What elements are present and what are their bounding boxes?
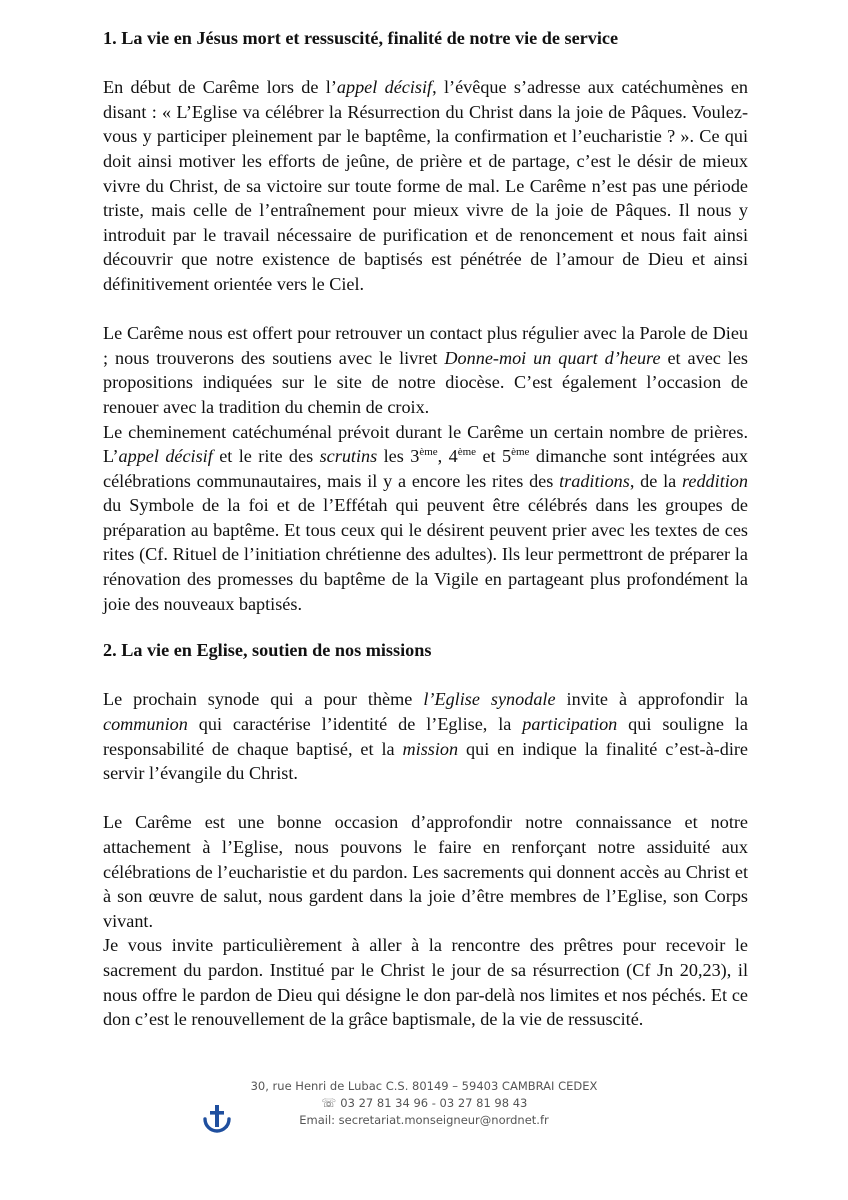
section-1-paragraph-3: Le cheminement catéchuménal prévoit durant le Carême un certain nombre de prières. L’appel décisif et le rite des scrutins les 3ème, 4ème et 5ème dimanche sont intégrées aux célébrations communautaires, mais il y a encore les rites des traditions, de la reddition du Symbole de la foi et de l’Effétah qui peuvent être célébrés dans les groupes de préparation au baptême. Et tous ceux qui le désirent peuvent prier avec les textes de ces rites (Cf. Rituel de l’initiation chrétienne des adultes). Ils leur permettront de préparer la rénovation des promesses du baptême de la Vigile en partageant plus profondément la joie des nouveaux baptisés. — [103, 421, 748, 614]
section-2-heading: 2. La vie en Eglise, soutien de nos missions — [103, 640, 432, 661]
letter-body — [103, 26, 748, 1032]
footer-phones: 03 27 81 34 96 - 03 27 81 98 43 — [340, 1096, 528, 1110]
section-1-heading: 1. La vie en Jésus mort et ressuscité, finalité de notre vie de service — [103, 28, 619, 48]
footer-address: 30, rue Henri de Lubac C.S. 80149 – 59403 CAMBRAI CEDEX — [250, 1079, 598, 1093]
telephone-icon: ☏ — [321, 1096, 337, 1110]
footer-phones-line — [0, 1095, 848, 1112]
section-1-paragraph-1: En début de Carême lors de l’appel décisif, l’évêque s’adresse aux catéchumènes en disant : « L’Eglise va célébrer la Résurrection du Christ dans la joie de Pâques. Voulez-vous y participer pleinement par le baptême, la confirmation et l’eucharistie ? ». Ce qui doit ainsi motiver les efforts de jeûne, de prière et de partage, c’est le désir de mieux vivre du Christ, de sa victoire sur toute forme de mal. Le Carême n’est pas une période triste, mais celle de l’entraînement pour mieux vivre de la joie de Pâques. Il nous y introduit par le travail nécessaire de purification et de renoncement et nous fait ainsi découvrir que notre existence de baptisés est pénétrée de l’amour de Dieu et ainsi définitivement orientée vers le Ciel. — [103, 77, 749, 294]
section-2-paragraph-1: Le prochain synode qui a pour thème l’Eglise synodale invite à approfondir la communion qui caractérise l’identité de l’Eglise, la participation qui souligne la responsabilité de chaque baptisé, et la mission qui en indique la finalité c’est-à-dire servir l’évangile du Christ. — [103, 689, 749, 784]
footer-contact — [0, 1078, 848, 1129]
section-2-paragraph-3: Je vous invite particulièrement à aller à la rencontre des prêtres pour recevoir le sacrement du pardon. Institué par le Christ le jour de sa résurrection (Cf Jn 20,23), il nous offre le pardon de Dieu qui désigne le don par-delà nos limites et nos péchés. Et ce don c’est le renouvellement de la grâce baptismale, de la vie de ressuscité. — [103, 935, 748, 1030]
section-1-paragraph-2: Le Carême nous est offert pour retrouver un contact plus régulier avec la Parole de Dieu ; nous trouverons des soutiens avec le livret Donne-moi un quart d’heure et avec les propositions indiquées sur le site de notre diocèse. C’est également l’occasion de renouer avec la tradition du chemin de croix. — [103, 323, 749, 417]
section-2-paragraph-2: Le Carême est une bonne occasion d’approfondir notre connaissance et notre attachement à l’Eglise, nous pouvons le faire en renforçant notre assiduité aux célébrations de l’eucharistie et du pardon. Les sacrements qui donnent accès au Christ et à son œuvre de salut, nous gardent dans la joie d’être membres de l’Eglise, son Corps vivant. — [103, 812, 748, 931]
footer-email: Email: secretariat.monseigneur@nordnet.fr — [299, 1113, 549, 1127]
